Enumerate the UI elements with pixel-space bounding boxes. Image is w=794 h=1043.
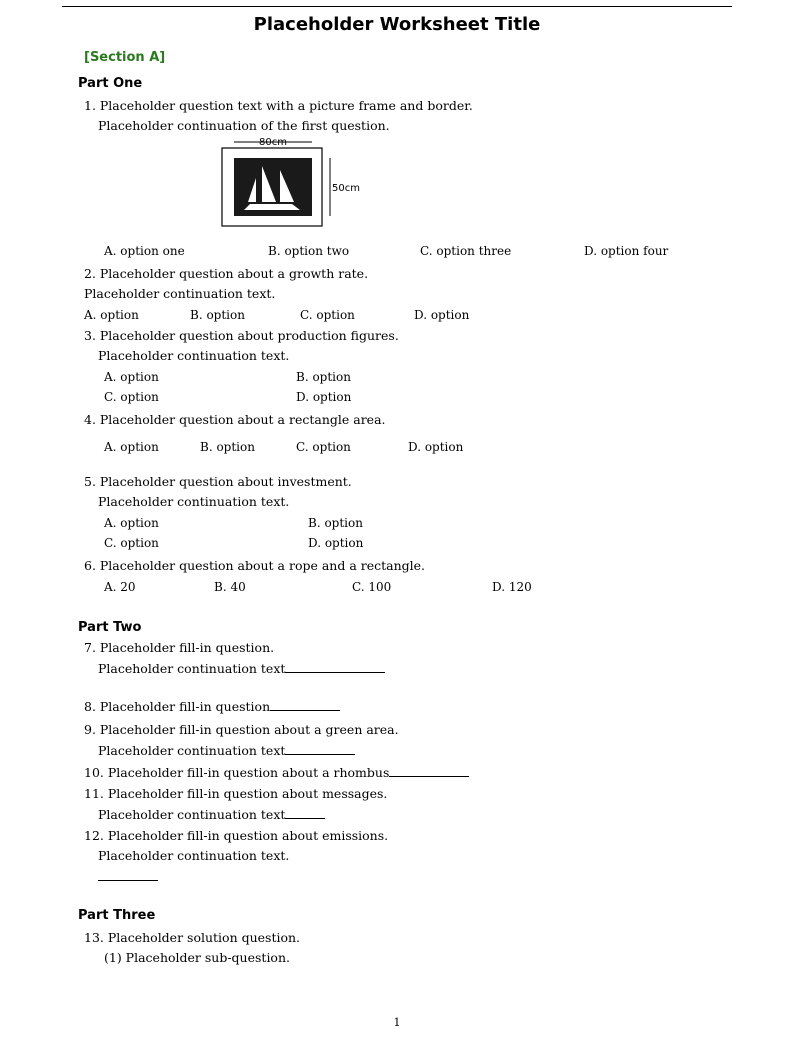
- q1-option-a: A. option one: [104, 244, 185, 258]
- q6-option-c: C. 100: [352, 580, 392, 594]
- question-2-line-2: Placeholder continuation text.: [84, 286, 276, 301]
- q3-option-b: B. option: [296, 370, 351, 384]
- question-9-blank[interactable]: [285, 742, 355, 755]
- question-7-line-2: [98, 660, 385, 676]
- q1-option-d: D. option four: [584, 244, 669, 258]
- question-5-line-1: 5. Placeholder question about investment.: [84, 474, 352, 489]
- question-10-line-1: [84, 764, 469, 780]
- question-13-line-1: 13. Placeholder solution question.: [84, 930, 301, 945]
- page-title: Placeholder Worksheet Title: [253, 14, 541, 35]
- question-11-text: Placeholder continuation text: [98, 807, 286, 822]
- q2-option-c: C. option: [300, 308, 355, 322]
- question-7-line-1: 7. Placeholder fill-in question.: [84, 640, 275, 655]
- question-8-text: 8. Placeholder fill-in question: [84, 699, 271, 714]
- question-12-line-2: Placeholder continuation text.: [98, 848, 290, 863]
- q6-option-a: A. 20: [104, 580, 136, 594]
- q2-option-b: B. option: [190, 308, 245, 322]
- question-1-line-1: 1. Placeholder question text with a picture frame and border.: [84, 98, 473, 113]
- question-11-line-1: 11. Placeholder fill-in question about messages.: [84, 786, 388, 801]
- q6-option-b: B. 40: [214, 580, 246, 594]
- width-label: 80cm: [259, 137, 287, 148]
- question-13-sub-1: (1) Placeholder sub-question.: [104, 950, 290, 965]
- question-3-line-1: 3. Placeholder question about production figures.: [84, 328, 399, 343]
- part2-heading: Part Two: [78, 620, 142, 635]
- question-12-line-3: [98, 868, 158, 884]
- question-5-line-2: Placeholder continuation text.: [98, 494, 290, 509]
- question-4-line-1: 4. Placeholder question about a rectangle area.: [84, 412, 386, 427]
- part1-heading: Part One: [78, 76, 143, 91]
- q4-option-d: D. option: [408, 440, 464, 454]
- question-12-line-1: 12. Placeholder fill-in question about emissions.: [84, 828, 389, 843]
- q4-option-b: B. option: [200, 440, 255, 454]
- q1-option-b: B. option two: [268, 244, 350, 258]
- q4-option-a: A. option: [104, 440, 159, 454]
- page-number: 1: [393, 1016, 401, 1029]
- q5-option-a: A. option: [104, 516, 159, 530]
- question-10-blank[interactable]: [389, 764, 469, 777]
- question-1-line-2: Placeholder continuation of the first question.: [98, 118, 390, 133]
- q3-option-c: C. option: [104, 390, 159, 404]
- q2-option-d: D. option: [414, 308, 470, 322]
- q5-option-c: C. option: [104, 536, 159, 550]
- question-10-text: 10. Placeholder fill-in question about a rhombus: [84, 765, 390, 780]
- question-7-text: Placeholder continuation text: [98, 661, 286, 676]
- question-6-line-1: 6. Placeholder question about a rope and a rectangle.: [84, 558, 426, 573]
- question-9-text: Placeholder continuation text: [98, 743, 286, 758]
- q4-option-c: C. option: [296, 440, 351, 454]
- ship-hull: [244, 204, 300, 210]
- header-rule: [62, 6, 732, 7]
- question-9-line-1: 9. Placeholder fill-in question about a green area.: [84, 722, 399, 737]
- question-2-line-1: 2. Placeholder question about a growth rate.: [84, 266, 369, 281]
- part3-heading: Part Three: [78, 908, 156, 923]
- question-12-blank[interactable]: [98, 868, 158, 881]
- q5-option-d: D. option: [308, 536, 364, 550]
- question-11-line-2: [98, 806, 325, 822]
- q3-option-d: D. option: [296, 390, 352, 404]
- section-tag: [Section A]: [84, 50, 166, 65]
- height-label: 50cm: [332, 183, 360, 194]
- q2-option-a: A. option: [84, 308, 139, 322]
- question-7-blank[interactable]: [285, 660, 385, 673]
- question-11-blank[interactable]: [285, 806, 325, 819]
- question-8-blank[interactable]: [270, 698, 340, 711]
- question-9-line-2: [98, 742, 355, 758]
- q3-option-a: A. option: [104, 370, 159, 384]
- q6-option-d: D. 120: [492, 580, 532, 594]
- question-8-line-1: [84, 698, 340, 714]
- framed-picture-figure: [200, 136, 370, 242]
- q5-option-b: B. option: [308, 516, 363, 530]
- question-3-line-2: Placeholder continuation text.: [98, 348, 290, 363]
- q1-option-c: C. option three: [420, 244, 512, 258]
